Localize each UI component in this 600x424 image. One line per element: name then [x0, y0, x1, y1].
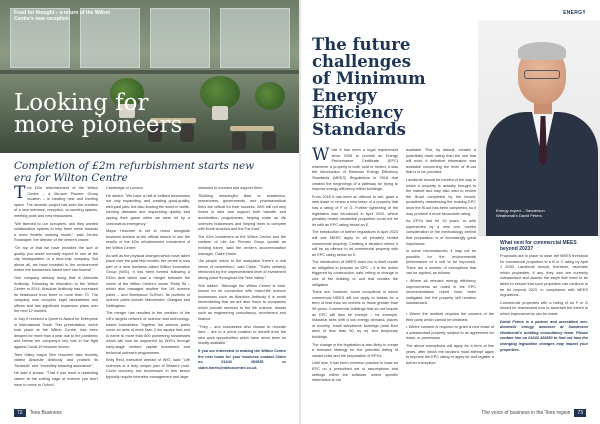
paragraph: • Where all relevant energy efficiency improvements as noted in the EPC recommendation report have been instigated, but the property still remains substandard. [406, 279, 476, 306]
right-article-column-3 [500, 254, 588, 355]
paragraph: available. This, by default, creates a potentially lower rating than the one that will exist, if definitive information was available concerning the level of fit-out that is to be provided. [406, 148, 476, 175]
left-headline: Looking for more pioneers [14, 90, 183, 138]
paragraph: networks to connect and support them. [198, 186, 264, 190]
paragraph: Proposals are in place to raise the MEES threshold for commercial properties to a B or C rating by April 1 2030. Landlords should, therefore, ascertain which properties, if any, they own are currently substandard and assess the steps that need to be taken to ensure that such properties can continue to be let beyond 2023, in compliance with MEES regulations. [500, 254, 588, 298]
paragraph: "We listened to our occupiers, and they wanted collaborative spaces to help them move towards a more flexible working model," said Jeroen Rootzaper, the director of the centre's owner. [14, 221, 98, 243]
left-subhead: Completion of £2m refurbishment starts new era for Wilton Centre [14, 160, 255, 184]
paragraph: Commercial properties with a rating of an F or G should be reassessed now to ascertain the extent to which improvements can be made. [500, 300, 588, 316]
sidebar-heading: What next for commercial MEES beyond 2023? [500, 240, 577, 252]
paragraph: Cambridge or London. [106, 186, 144, 190]
left-footer [14, 409, 62, 417]
right-footer [481, 409, 586, 417]
portrait-caption: Energy expert – Sanderson Weatherall's David Peters [496, 208, 545, 218]
right-headline: The future challenges of Minimum Energy Efficiency Standards [312, 35, 426, 139]
paragraph: As EPCs last for 10 years, or until superseded by a new one, careful consideration of the methodology behind that preparation is of increasingly great importance. [406, 219, 476, 246]
paragraph: Tees Valley mayor Ben Houchen also recently visited Absolute Antibody and praised its "fantastic" and "incredibly amazing assistance". [14, 352, 98, 368]
paragraph: Until now, it has been common practice to base an EPC on a prescribed set of assumptions and settings within the software, where specific information is not [312, 361, 398, 383]
paragraph: In some circumstances, it may not be possible for the environmental performance of a unit to be improved. There are a number of exemptions that can be applied, as follows: [406, 249, 476, 276]
paragraph: The above exemptions will apply for a term of five years, after which the landlord must attempt again to improve the EPC rating or apply for and register a further exemption. [406, 343, 494, 365]
paragraph: "Building meaningful links to academics, researchers, governments, and pharmaceutical firms are critical for their success. WIG will not only invest in labs and support both transfer and acceleration programmes, helping scale up life sciences businesses and helping them to compete with North America and the Far East." [198, 193, 286, 232]
publication-name: Tees Business [29, 410, 62, 416]
paragraph: As well as the physical changes which have taken place over the past few months, the centre is now part of a new business called Wilton Innovation Group (WIG). It has been formed following a £32m deal which saw a merger between the owner of the Wilton Centre's owner Trinity IM – which also managed another five UK science parks – and Bruntwood SciTech. Its portfolio of science parks include Manchester, Glasgow and Nottingham. [106, 253, 191, 308]
author-portrait [478, 20, 600, 236]
right-page [300, 0, 600, 424]
paragraph: The £2m refurbishment of the Wilton Centre – a life-size Pioneer Group location – is creating new and exciting space. The seventh project has seen the creation of a new entrance, reception, co-working spaces, meeting pods and new restaurants. [14, 183, 98, 218]
left-article-column-3 [198, 186, 286, 373]
paragraph: One company already doing that is Absolute Antibody. Following its relocation to the Wilton Centre in 2014, Absolute Antibody has increased its headcount from three to more than 70. The company now occupies eight laboratories and offices and has significant expansion plans over the next 12 months. [14, 275, 98, 314]
paragraph: She added: "Although the Wilton Centre is best-known for its connection with mixed-life science businesses such as Absolute Antibody it is worth remembering that we are also home to companies which provide services to the life science. Assets such as engineering consultancy, recruitment and finance. [198, 283, 286, 322]
paragraph: In July it received a Queen's Award for Enterprise in International Trade. This presentation, which took place at the Wilton Centre, had been delayed for more than a year due to the pandemic and before the company's key role in the fight against Covid-19 became known. [14, 317, 99, 350]
author-bio: David Peters is a partner and accredited non-domestic energy assessor at Sanderson Weatherall's building consultancy team. Please contact him on 01642 422850 to find out how the changing legislation changes may impact your properties. [500, 319, 588, 352]
section-tag: ENERGY [563, 10, 586, 16]
paragraph: Kelly Reid, executive director of WIG, said: "Life sciences is a truly unique part of Britain's post-Covid recovery, but businesses in this sector typically require intensive management and large [106, 358, 190, 379]
page-number: 73 [574, 409, 586, 417]
paragraph: • Where consent is required to grant a new lease of a substandard property, subject to an agreement for lease, or permission. [406, 325, 494, 341]
photo-kicker: Food for thought – a return of the Wilton Centre's new reception [14, 10, 111, 22]
paragraph: The change in the legislation is also likely to create a renewed strategy for the potential letting of vacant units and the preparation of EPCs. [312, 342, 398, 358]
paragraph: The £2m investment at the Wilton Centre and the creation of Life Arc Pioneer Group update an existing future, said the centre's accommodation manager, Claire Harris. [198, 234, 286, 256]
contact-note: If you are interested in making the Wilton Centre the new home for your business contact Claire on 01642 453535 or claire.harris@wiltoncentre.co.uk [198, 349, 286, 370]
paragraph: From 2018 it has been an offence to sell, grant a new lease or renew a new lease of a property that has a rating of F or G. Further tightening of the legislation was introduced in April 2020, where privately rented residential properties could not be let with an EPC rating below an E. [312, 194, 398, 227]
paragraph: Mayor Houchen is set to return alongside business leaders at the official launch to see the results of the £2m refurbishment investment of the Wilton Centre. [106, 229, 190, 250]
right-article-column-1 [312, 145, 398, 386]
paragraph: • Where the landlord requires the consent of the third party which cannot be obtained. [406, 312, 494, 322]
paragraph: "They – and businesses who choose to relocate here – are in a prime position to benefit from the new work opportunities which have never been so readily available." [198, 324, 286, 346]
paragraph: The merger has resulted in the creation of the UK's largest network of science and technology-based businesses. Together the science parks cover an area of more than 2.4m square feet and is home to more than 800 pioneering businesses which will now be supported by WIG's through early-stage venture capital investment and technical outreach programmes. [106, 311, 190, 355]
paragraph: While it has been a legal requirement since 2008 to provide an Energy Performance Certificate (EPC) whenever a property is built, sold or rented, it was the introduction of Minimum Energy Efficiency Standards (MEES) Regulations in 2018 that created the beginnings of a pathway for trying to improve energy efficiency within buildings. [312, 145, 398, 192]
right-article-column-2b [406, 312, 494, 368]
left-article-column-2 [106, 186, 190, 383]
paragraph: The introduction of further regulations in April 2023 will see MEES apply to all privately rented commercial property. Creating a situation where it will be an offence to let commercial property with an EPC rating below an E. [312, 230, 398, 257]
right-article-column-2 [406, 148, 476, 309]
paragraph: He said it shows: "That if you want a rewarding career at the cutting edge of science you don't have to move to Oxford, [14, 371, 98, 387]
paragraph: There are, however, some exceptions in which commercial MEES will not apply to leases for a term of less than six months or those greater than 99 years. Commercial buildings that do not require an EPC will also be exempt – for example, industrial sites with a low energy demand, places of worship, small standalone buildings (total floor area of less than 50 sq m) and temporary buildings. [312, 290, 398, 339]
paragraph: Landlords should be mindful of the way in which a property is actually brought to the market and may also wish to review the fit-out completed by the tenant, proactively reassessing the existing EPC once the fit-out has been completed, so it may produce a more favourable rating. [406, 177, 476, 216]
page-number: 72 [14, 409, 26, 417]
paragraph: "As people return to the workplace there's a real sense of momentum," said Claire. "That's certainly reinforced by the unprecedented level of investment taking place throughout the Tees Valley." [198, 259, 286, 280]
paragraph: "On top of that we have provided the sort of quality you would normally expect to see at the city headquarters of a blue-chip company. But above all, we have invested in the environment where the businesses based here can flourish." [14, 245, 98, 273]
paragraph: The introduction of MEES does not in itself create an obligation to prepare an EPC – it is the action triggered by construction, sale, letting or change in size of the building or unit that creates the obligation. [312, 260, 398, 287]
paragraph: He added: "We have a raft of brilliant businesses not only expanding, and creating good-quality, well-paid jobs, but also leading the world in battle-winning diseases and responding quickly and upping their game when we were hit by a coronavirus emergency." [106, 193, 190, 226]
left-article-column-1 [14, 183, 99, 390]
publication-tagline: The voice of business in the Tees region [481, 410, 571, 416]
